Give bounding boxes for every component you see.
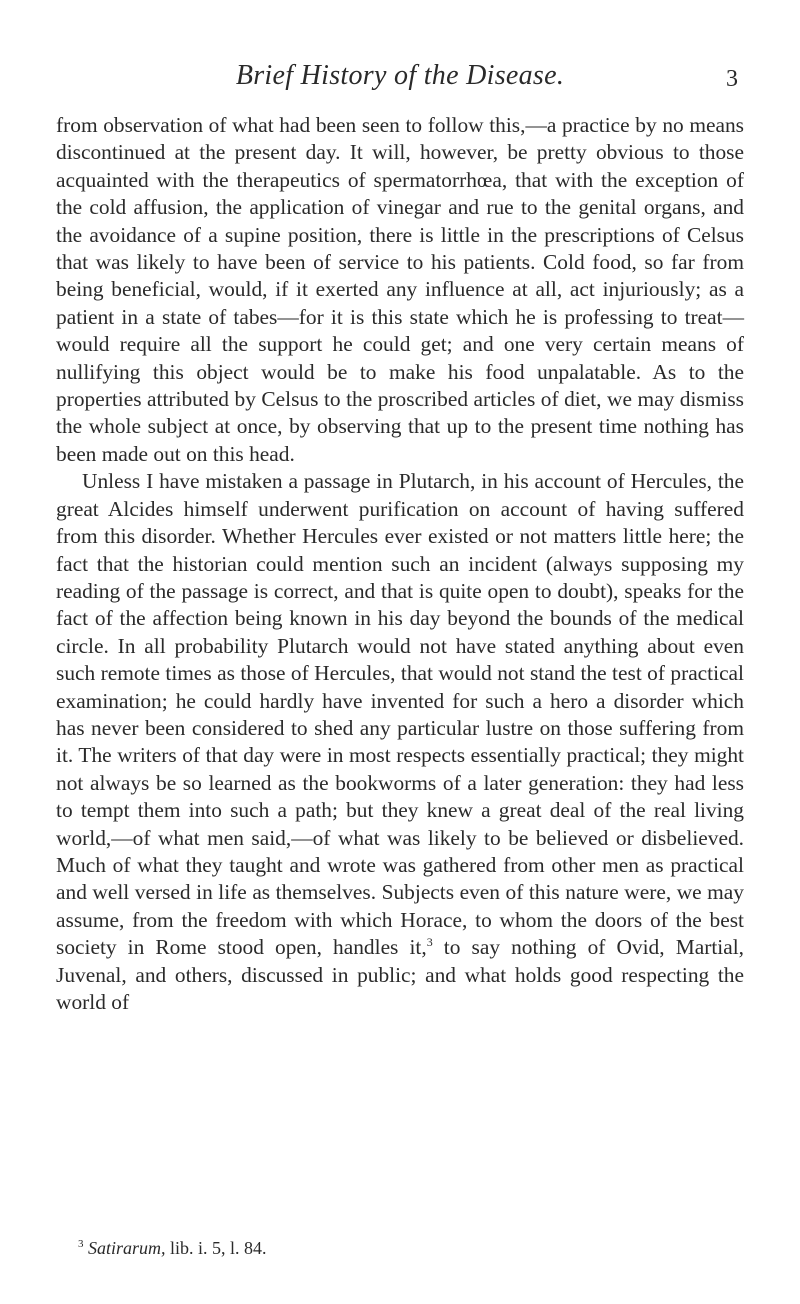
footnote-source: Satirarum,: [88, 1238, 166, 1258]
footnote-location: lib. i. 5, l. 84.: [165, 1238, 267, 1258]
paragraph-text: Unless I have mistaken a passage in Plutarch, in his account of Hercules, the great Alcides himself underwent purification on account of having suffered from this disorder. Whether Hercules ever existed or not matters little here; the fact that the historian could mention such an incident (always supposing my reading of the passage is correct, and that is quite open to doubt), speaks for the fact of the affection being known in his day beyond the bounds of the medical circle. In all probability Plutarch would not have stated anything about even such remote times as those of Hercules, that would not stand the test of practical examination; he could hardly have invented for such a hero a disorder which has never been considered to shed any particular lustre on those suffering from it. The writers of that day were in most respects essentially practical; they might not always be so learned as the bookworms of a later generation: they had less to tempt them into such a path; but they knew a great deal of the real living world,—of what men said,—of what was likely to be believed or disbelieved. Much of what they taught and wrote was gathered from other men as practical and well versed in life as themselves. Subjects even of this nature were, we may assume, from the freedom with which Horace, to whom the doors of the best society in Rome stood open, handles it,: [56, 469, 744, 960]
body-text: [56, 112, 744, 1016]
footnote-reference: 3: [426, 935, 433, 950]
footnote: [78, 1238, 738, 1259]
paragraph-text: to say nothing of Ovid, Martial, Juvenal, and others, discussed in public; and what holds good respecting the world of: [56, 935, 744, 1014]
running-title: Brief History of the Disease.: [235, 60, 565, 91]
paragraph: from observation of what had been seen to follow this,—a practice by no means discontinued at the present day. It will, however, be pretty obvious to those acquainted with the therapeutics of spermatorrhœa, that with the exception of the cold affusion, the application of vinegar and rue to the genital organs, and the avoidance of a supine position, there is little in the prescriptions of Celsus that was likely to have been of service to his patients. Cold food, so far from being beneficial, would, if it exerted any influence at all, act injuriously; as a patient in a state of tabes—for it is this state which he is professing to treat—would require all the support he could get; and one very certain means of nullifying this object would be to make his food unpalatable. As to the properties attributed by Celsus to the proscribed articles of diet, we may dismiss the whole subject at once, by observing that up to the present time nothing has been made out on this head.: [56, 113, 744, 466]
paragraph: [56, 468, 744, 1016]
page-number: 3: [726, 66, 738, 92]
footnote-marker: 3: [78, 1238, 84, 1250]
page-header: [0, 60, 800, 100]
